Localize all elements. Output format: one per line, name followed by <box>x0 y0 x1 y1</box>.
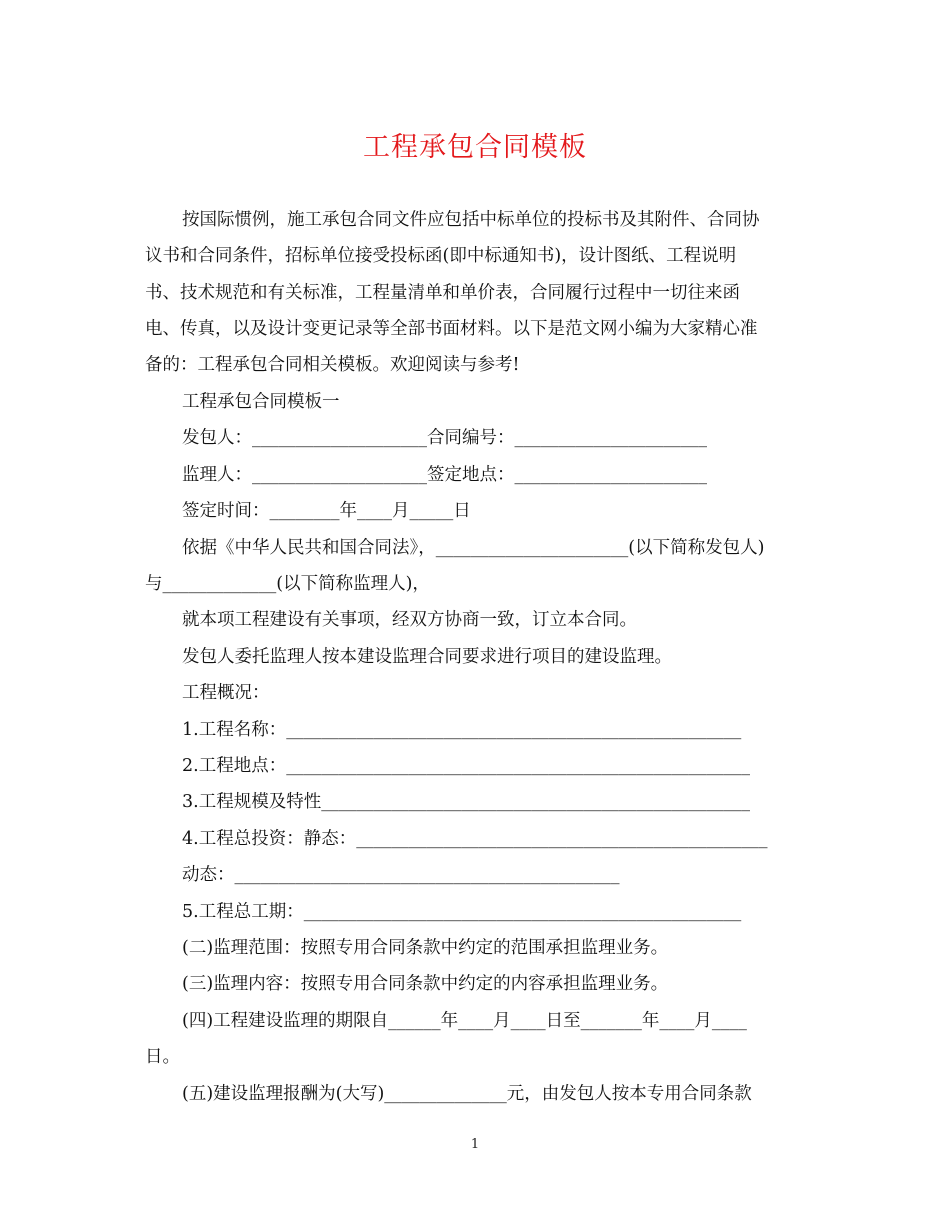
form-line: 签定时间：________年____月_____日 <box>182 501 471 521</box>
form-line: 2.工程地点：_____________________________________________________ <box>182 756 750 776</box>
paragraph-line: 就本项工程建设有关事项，经双方协商一致，订立本合同。 <box>182 610 637 630</box>
paragraph-line: (二)监理范围：按照专用合同条款中约定的范围承担监理业务。 <box>182 938 669 958</box>
paragraph-line: 电、传真，以及设计变更记录等全部书面材料。以下是范文网小编为大家精心准 <box>145 319 758 339</box>
page-title: 工程承包合同模板 <box>363 132 587 163</box>
paragraph-line: 备的：工程承包合同相关模板。欢迎阅读与参考! <box>145 355 520 375</box>
paragraph-line: (三)监理内容：按照专用合同条款中约定的内容承担监理业务。 <box>182 974 669 994</box>
paragraph-line: (五)建设监理报酬为(大写)______________元，由发包人按本专用合同条款 <box>182 1084 752 1104</box>
form-line: 3.工程规模及特性_________________________________________________ <box>182 792 750 812</box>
form-line: 发包人：____________________合同编号：______________________ <box>182 428 707 448</box>
form-line: 动态：____________________________________________ <box>182 865 620 885</box>
form-line: 4.工程总投资：静态：_______________________________________________ <box>182 829 768 849</box>
paragraph-line: (四)工程建设监理的期限自______年____月____日至_______年____月____ <box>182 1011 747 1031</box>
form-line: 1.工程名称：____________________________________________________ <box>182 720 742 740</box>
form-line: 监理人：____________________签定地点：______________________ <box>182 465 707 485</box>
form-line: 5.工程总工期：__________________________________________________ <box>182 902 742 922</box>
section-heading: 工程承包合同模板一 <box>182 392 340 412</box>
paragraph-line: 与_____________(以下简称监理人)， <box>145 574 430 594</box>
page-number: 1 <box>470 1137 480 1152</box>
paragraph-line: 按国际惯例，施工承包合同文件应包括中标单位的投标书及其附件、合同协 <box>182 210 760 230</box>
paragraph-line: 发包人委托监理人按本建设监理合同要求进行项目的建设监理。 <box>182 647 672 667</box>
paragraph-line: 书、技术规范和有关标准，工程量清单和单价表，合同履行过程中一切往来函 <box>145 283 740 303</box>
paragraph-line: 工程概况： <box>182 683 270 703</box>
paragraph-line: 日。 <box>145 1047 180 1067</box>
paragraph-line: 依据《中华人民共和国合同法》，______________________(以下简称发包人) <box>182 538 765 558</box>
paragraph-line: 议书和合同条件，招标单位接受投标函(即中标通知书)，设计图纸、工程说明 <box>145 246 737 266</box>
